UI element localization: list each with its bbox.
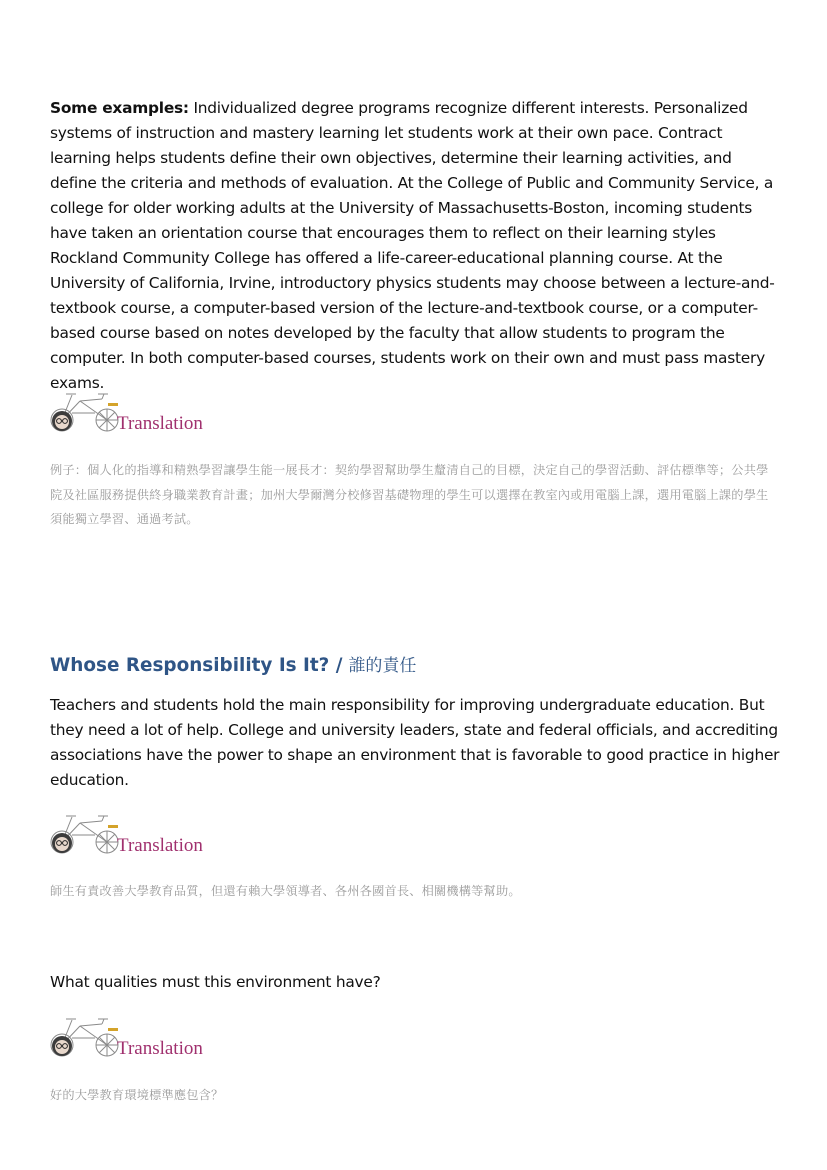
qualities-translation: 好的大學教育環境標準應包含？	[50, 1088, 224, 1102]
translation-label: Translation	[117, 413, 203, 434]
examples-paragraph	[50, 96, 780, 396]
avatar-icon	[52, 1036, 72, 1056]
translation-label: Translation	[117, 835, 203, 856]
responsibility-translation: 師生有責改善大學教育品質，但還有賴大學領導者、各州各國首長、相關機構等幫助。	[50, 884, 521, 898]
translation-badge	[50, 813, 220, 858]
examples-lead: Some examples:	[50, 99, 189, 117]
qualities-question: What qualities must this environment have?	[50, 973, 381, 991]
translation-label: Translation	[117, 1038, 203, 1059]
examples-translation: 例子：個人化的指導和精熟學習讓學生能一展長才：契約學習幫助學生釐清自己的目標，決定自己的學習活動、評估標準等；公共學院及社區服務提供終身職業教育計畫；加州大學爾灣分校修習基礎物理的學生可以選擇在教室內或用電腦上課，選用電腦上課的學生須能獨立學習、通過考試。	[50, 463, 769, 526]
translation-badge	[50, 1016, 220, 1061]
avatar-icon	[52, 833, 72, 853]
heading-zh: 誰的責任	[348, 656, 417, 676]
examples-body: Individualized degree programs recognize different interests. Personalized systems of instruction and mastery learning let students work at their own pace. Contract learning helps students define their own objectives, determine their learning activities, and define the criteria and methods of evaluation. At the College of Public and Community Service, a college for older working adults at the University of Massachusetts-Boston, incoming students have taken an orientation course that encourages them to reflect on their learning styles Rockland Community College has offered a life-career-educational planning course. At the University of California, Irvine, introductory physics students may choose between a lecture-and-textbook course, a computer-based version of the lecture-and-textbook course, or a computer-based course based on notes developed by the faculty that allow students to program the computer. In both computer-based courses, students work on their own and must pass mastery exams.	[50, 99, 775, 392]
heading-text: Whose Responsibility Is It? /	[50, 655, 343, 676]
translation-badge	[50, 391, 220, 436]
section-heading	[50, 652, 416, 680]
responsibility-paragraph: Teachers and students hold the main responsibility for improving undergraduate education. But they need a lot of help. College and university leaders, state and federal officials, and accrediting associations have the power to shape an environment that is favorable to good practice in higher education.	[50, 696, 780, 789]
avatar-icon	[52, 411, 72, 431]
